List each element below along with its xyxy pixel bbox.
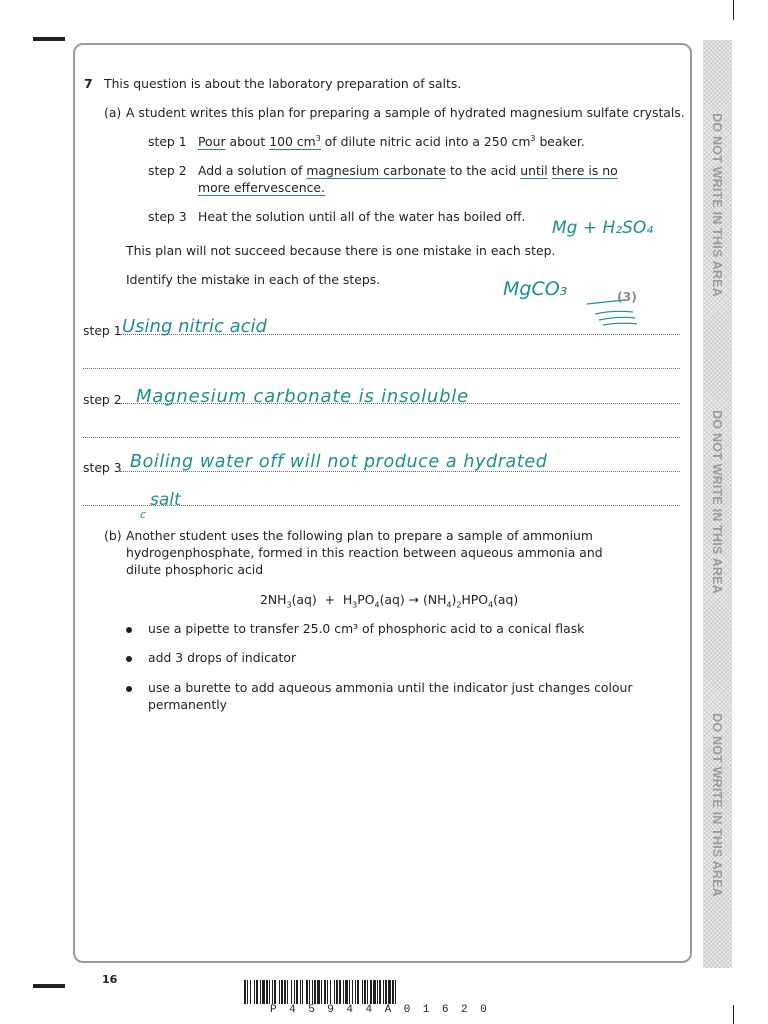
bullet-marker-2: [126, 656, 132, 662]
step-2-text-line-1: Add a solution of magnesium carbonate to the acid until there is no: [198, 163, 618, 178]
part-b-intro-line-1: Another student uses the following plan to prepare a sample of ammonium: [126, 528, 593, 543]
answer-line-2b: [83, 437, 680, 438]
bullet-3-text-line-1: use a burette to add aqueous ammonia until the indicator just changes colour: [148, 680, 633, 695]
bullet-1-text: use a pipette to transfer 25.0 cm³ of phosphoric acid to a conical flask: [148, 621, 585, 636]
barcode-bar: [396, 980, 398, 1004]
question-intro: This question is about the laboratory preparation of salts.: [104, 76, 462, 91]
bullet-2-text: add 3 drops of indicator: [148, 650, 297, 665]
step-1-label: step 1: [148, 134, 187, 149]
barcode-text: P45944A01620: [270, 1004, 500, 1016]
plan-statement: This plan will not succeed because there is one mistake in each step.: [126, 243, 556, 258]
answer-step-3-line-1: Boiling water off will not produce a hydrated: [130, 452, 548, 472]
step-3-text: Heat the solution until all of the water has boiled off.: [198, 209, 526, 224]
bullet-marker-3: [126, 686, 132, 692]
margin-warning-1: DO NOT WRITE IN THIS AREA: [710, 113, 724, 297]
step-2-text-line-2: more effervescence.: [198, 180, 325, 195]
plan-instruction: Identify the mistake in each of the steps.: [126, 272, 381, 287]
step-3-label: step 3: [148, 209, 187, 224]
crop-mark-bottom-left: [33, 984, 65, 988]
bullet-3-text-line-2: permanently: [148, 697, 227, 712]
crop-mark-top-left: [33, 37, 65, 41]
reaction-equation: $2NH_3(aq) + H_3PO_4(aq) \to (NH_4)_2HPO_4(aq)$: [260, 592, 519, 610]
barcode: [244, 980, 522, 1004]
reaction-arrow: →: [408, 592, 420, 607]
part-b-intro-line-2: hydrogenphosphate, formed in this reaction between aqueous ammonia and: [126, 545, 603, 560]
handwritten-formula-note: Mg + H₂SO₄: [552, 218, 654, 238]
answer-step-3-label: step 3: [83, 460, 122, 475]
part-a-intro: A student writes this plan for preparing a sample of hydrated magnesium sulfate crystals.: [126, 105, 685, 120]
answer-step-2-label: step 2: [83, 392, 122, 407]
page-number: 16: [102, 973, 118, 986]
part-a-label: (a): [104, 105, 122, 120]
handwritten-mgco3-note: MgCO₃: [503, 278, 568, 300]
answer-line-1b: [83, 368, 680, 369]
step-1-text: Pour about 100 $cm^3$ of dilute nitric acid into a 250 $cm^3$ beaker.: [198, 134, 585, 150]
answer-step-1: Using nitric acid: [122, 316, 267, 337]
crop-mark-bottom-right: [733, 1005, 734, 1024]
part-b-intro-line-3: dilute phosphoric acid: [126, 562, 264, 577]
question-number: 7: [84, 76, 93, 91]
part-b-label: (b): [104, 528, 122, 543]
answer-step-2: Magnesium carbonate is insoluble: [136, 386, 469, 407]
margin-warning-2: DO NOT WRITE IN THIS AREA: [710, 410, 724, 594]
crop-mark-top-right: [733, 0, 734, 20]
answer-step-3-caret: c: [140, 508, 147, 521]
step-2-label: step 2: [148, 163, 187, 178]
margin-warning-3: DO NOT WRITE IN THIS AREA: [710, 713, 724, 897]
answer-step-1-label: step 1: [83, 323, 122, 338]
handwritten-scribble: [585, 296, 640, 330]
bullet-marker-1: [126, 627, 132, 633]
answer-step-3-line-2: salt: [150, 490, 181, 510]
marks-label: (3): [617, 289, 637, 304]
